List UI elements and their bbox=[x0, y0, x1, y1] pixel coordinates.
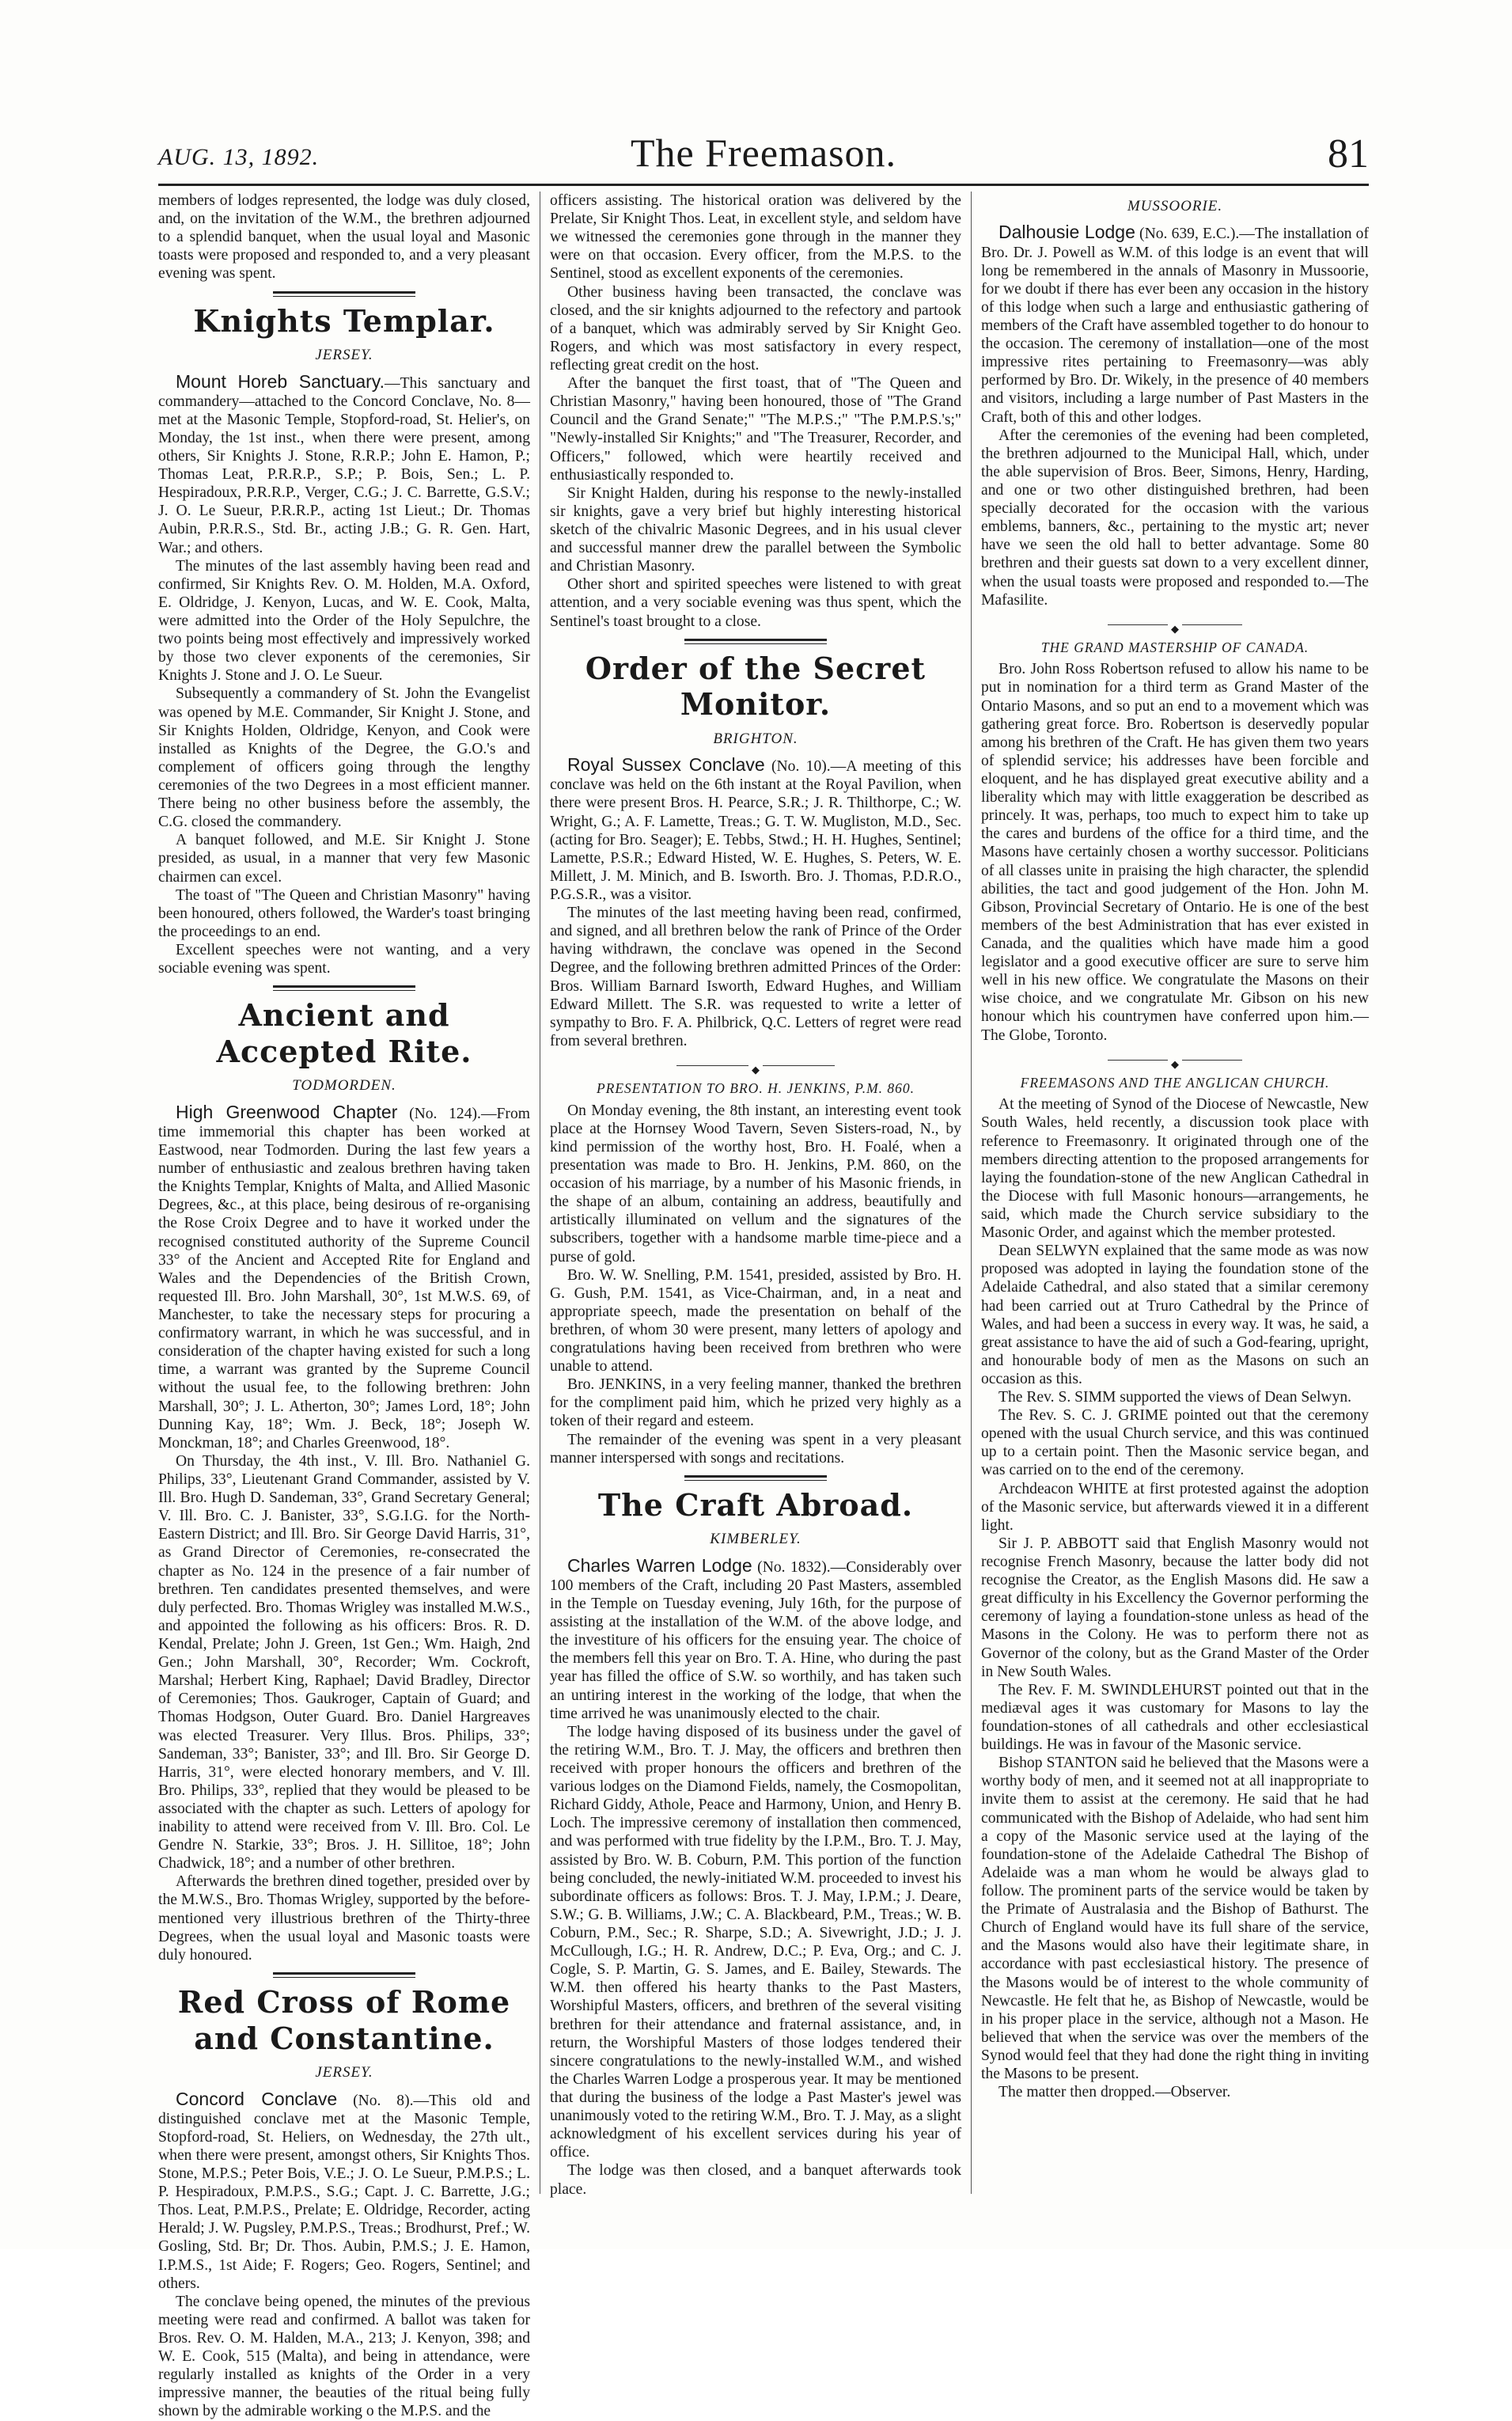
article-paragraph: The Rev. F. M. SWINDLEHURST pointed out that in the mediæval ages it was customary for Masons to lay the foundation-stones of all cathedrals and other ecclesiastical buildings. He was in favour of the Masonic service. bbox=[981, 1681, 1369, 1754]
divider: ◆ bbox=[981, 619, 1369, 630]
article-paragraph: On Thursday, the 4th inst., V. Ill. Bro. Nathaniel G. Philips, 33°, Lieutenant Grand Commander, assisted by V. Ill. Bro. Hugh D. Sandeman, 33°, Grand Secretary General; V. Ill. Bro. C. J. Banister, 33°, S.G.I.G. for the North-Eastern District; and Ill. Bro. Sir George David Harris, 31°, as Grand Director of Ceremonies, re-consecrated the chapter as No. 124 in the presence of a fair number of brethren. Ten candidates presented themselves, and were duly perfected. Bro. Thomas Wrigley was installed M.W.S., and appointed the following as his officers: Bros. R. D. Kendal, Prelate; John J. Green, 1st Gen.; Wm. Haigh, 2nd Gen.; John Marshall, 30°, Recorder; Wm. Cockroft, Marshal; Herbert King, Raphael; David Bradley, Director of Ceremonies; Thos. Gaukroger, Captain of Guard; and Thomas Hodgson, Outer Guard. Bro. Daniel Hargreaves was elected Treasurer. Very Illus. Bros. Philips, 33°; Sandeman, 33°; Banister, 33°; and Ill. Bro. Sir George D. Harris, 31°, were elected honorary members, and V. Ill. Bro. Philips, 33°, replied that they would be pleased to be associated with the chapter as such. Letters of apology for inability to attend were received from V. Ill. Bro. Col. Le Gendre N. Starkie, 33°; Bros. J. H. Sillitoe, 18°; John Chadwick, 18°; and a number of other brethren. bbox=[158, 1452, 530, 1873]
section-rule bbox=[273, 291, 415, 297]
lodge-heading: Dalhousie Lodge bbox=[999, 222, 1135, 243]
article-paragraph: The lodge was then closed, and a banquet afterwards took place. bbox=[550, 2162, 961, 2198]
article-continuation: members of lodges represented, the lodge was duly closed, and, on the invitation of the W.M., the brethren adjourned to a splendid banquet, when the usual loyal and Masonic toasts were proposed and responded to, and a very pleasant evening was spent. bbox=[158, 192, 530, 283]
article-paragraph: Archdeacon WHITE at first protested against the adoption of the Masonic service, but afterwards viewed it in a different light. bbox=[981, 1480, 1369, 1534]
column-1 bbox=[158, 192, 530, 2420]
article-paragraph: The minutes of the last assembly having been read and confirmed, Sir Knights Rev. O. M. Holden, M.A. Oxford, E. Oldridge, J. Kenyon, Lucas, and W. E. Cook, Malta, were admitted into the Order of the Holy Sepulchre, the two points being most effectively and impressively worked by those two clever exponents of the ceremonies, Sir Knights J. Stone and J. O. Le Sueur. bbox=[158, 557, 530, 685]
article-paragraph: Bro. W. W. Snelling, P.M. 1541, presided, assisted by Bro. H. G. Gush, P.M. 1541, as Vice-Chairman, and, in a neat and appropriate speech, made the presentation on behalf of the brethren, of whom 30 were present, many letters of apology and congratulations having been received from brethren who were unable to attend. bbox=[550, 1266, 961, 1376]
article-paragraph: Afterwards the brethren dined together, presided over by the M.W.S., Bro. Thomas Wrigley, supported by the before-mentioned very illustrious brethren of the Thirty-three Degrees, when the usual loyal and Masonic toasts were duly honoured. bbox=[158, 1873, 530, 1964]
section-title-ancient-accepted-rite: Ancient and Accepted Rite. bbox=[216, 997, 472, 1069]
article-paragraph: Bro. John Ross Robertson refused to allow his name to be put in nomination for a third term as Grand Master of the Ontario Masons, and so put an end to a movement which was gathering great force. Bro. Robertson is deservedly popular among his brethren of the Craft. He has given them two years of splendid service; his addresses have been forcible and eloquent, and he has displayed great executive ability and a liberality which may with little exaggeration be described as princely. It was, perhaps, too much to expect him to take up the cares and burdens of the office for a third time, and the Masons have certainly chosen a worthy successor. Politicians of all classes unite in praising the high character, the splendid abilities, the tact and good judgement of the Hon. John M. Gibson, Provincial Secretary of Ontario. He is one of the best members of the best Administration that has ever existed in Canada, and the qualities which have made him a good legislator and a good executive officer are sure to serve him well in his new office. We congratulate the Masons on their wise choice, and we congratulate Mr. Gibson on his new honour which his countrymen have conferred upon him.—The Globe, Toronto. bbox=[981, 661, 1369, 1044]
conclave-heading: Concord Conclave bbox=[176, 2088, 338, 2109]
article-paragraph: Other short and spirited speeches were listened to with great attention, and a very sociable evening was thus spent, which the Sentinel's toast brought to a close. bbox=[550, 576, 961, 630]
lodge-heading: Charles Warren Lodge bbox=[567, 1554, 752, 1576]
article-paragraph: After the ceremonies of the evening had been completed, the brethren adjourned to the Municipal Hall, which, under the able supervision of Bros. Beer, Simons, Henry, Harding, and one or two other distinguished brethren, had been specially decorated for the occasion with the various emblems, banners, &c., pertaining to the mystic art; never have we seen the old hall to better advantage. Some 80 brethren and their guests sat down to a very excellent dinner, when the usual toasts were proposed and responded to.—The Mafasilite. bbox=[981, 427, 1369, 609]
section-rule bbox=[273, 985, 415, 991]
article-paragraph: Charles Warren Lodge (No. 1832).—Considerably over 100 members of the Craft, including 20 Past Masters, assembled in the Temple on Tuesday evening, July 16th, for the purpose of assisting at the installation of the W.M. of the above lodge, and the investiture of his officers for the ensuing year. The choice of the members fell this year on Bro. T. A. Hine, who during the past year has filled the office of S.W. so worthily, and has taken such an untiring interest in the working of the lodge, that when the time arrived he was unanimously elected to the chair. bbox=[550, 1554, 961, 1722]
subhead-grand-mastership: THE GRAND MASTERSHIP OF CANADA. bbox=[1040, 639, 1309, 655]
dateline-jersey: JERSEY. bbox=[315, 347, 373, 364]
section-title-craft-abroad: The Craft Abroad. bbox=[597, 1486, 914, 1523]
column-3 bbox=[981, 192, 1369, 2202]
masthead bbox=[158, 127, 1369, 177]
lodge-heading: Mount Horeb Sanctuary. bbox=[176, 370, 385, 392]
article-paragraph: At the meeting of Synod of the Diocese of Newcastle, New South Wales, held recently, a discussion took place with reference to Freemasonry. It originated through one of the members directing attention to the proposed arrangements for laying the foundation-stone of the new Anglican Cathedral in the Diocese with full Masonic honours—arrangements, he said, which made the Church service subsidiary to the Masonic Order, and against which the member protested. bbox=[981, 1096, 1369, 1242]
subhead-anglican-church: FREEMASONS AND THE ANGLICAN CHURCH. bbox=[1020, 1074, 1330, 1091]
article-paragraph: The Rev. S. SIMM supported the views of Dean Selwyn. bbox=[999, 1389, 1352, 1406]
article-paragraph: Dean SELWYN explained that the same mode as was now proposed was adopted in laying the foundation stone of the Adelaide Cathedral, and also stated that a similar ceremony had been carried out at Truro Cathedral by the Prince of Wales, and had been a success in every way. It was, he said, a great assistance to have the aid of such a God-fearing, upright, and honourable body of men as the Masons on such an occasion as this. bbox=[981, 1243, 1369, 1387]
article-paragraph: Excellent speeches were not wanting, and a very sociable evening was spent. bbox=[158, 941, 530, 977]
article-paragraph: A banquet followed, and M.E. Sir Knight J. Stone presided, as usual, in a manner that very few Masonic chairmen can excel. bbox=[158, 832, 530, 886]
article-paragraph: Sir Knight Halden, during his response to the newly-installed sir knights, gave a very brief but highly interesting historical sketch of the chivalric Masonic Degrees, and in his usual clever and successful manner drew the parallel between the Symbolic and Christian Masonry. bbox=[550, 484, 961, 575]
article-paragraph: Concord Conclave (No. 8).—This old and distinguished conclave met at the Masonic Temple, Stopford-road, St. Heliers, on Wednesday, the 27th ult., when there were present, amongst others, Sir Knights Thos. Stone, M.P.S.; Peter Bois, V.E.; J. O. Le Sueur, P.M.P.S.; L. P. Hespiradoux, P.M.P.S., S.G.; Capt. J. C. Barrette, J.G.; Thos. Leat, P.M.P.S., Prelate; E. Oldridge, Recorder, acting Herald; J. W. Pugsley, P.M.P.S., Treas.; Brodhurst, Pref.; W. Gosling, Std. Br; Dr. Thos. Aubin, P.M.S.; J. E. Hamon, I.P.M.S., 1st Aide; F. Rogers; Geo. Rogers, Sentinel; and others. bbox=[158, 2088, 530, 2292]
article-paragraph: After the banquet the first toast, that of "The Queen and Christian Masonry," having been honoured, those of "The Grand Council and the Grand Senate;" "The M.P.S.;" "The P.M.P.S.'s;" "Newly-installed Sir Knights;" and "The Treasurer, Recorder, and Officers," followed, which were heartily received and enthusiastically responded to. bbox=[550, 375, 961, 484]
issue-date: AUG. 13, 1892. bbox=[158, 144, 320, 170]
article-paragraph: Bishop STANTON said he believed that the Masons were a worthy body of men, and it seemed not at all inappropriate to invite them to assist at the ceremony. He said that he had communicated with the Bishop of Adelaide, who had sent him a copy of the Masonic service used at the laying of the foundation-stone of the Adelaide Cathedral The Bishop of Adelaide was a man whom he would be always glad to follow. The prominent parts of the service would be taken by the Primate of Australasia and the Bishop of Bathurst. The Church of England would have its full share of the service, and the Masons would also have their legitimate share, in accordance with past ecclesiastical history. The presence of the Masons would be of interest to the whole community of Newcastle. He felt that he, as Bishop of Newcastle, would be in his proper place in the service, although not a Mason. He believed that when the service was over the members of the Synod would feel that they had done the right thing in inviting the Masons to be present. bbox=[981, 1755, 1369, 2083]
section-title-knights-templar: Knights Templar. bbox=[193, 302, 495, 339]
article-paragraph: The remainder of the evening was spent in a very pleasant manner interspersed with songs and recitations. bbox=[550, 1431, 961, 1467]
dateline-todmorden: TODMORDEN. bbox=[292, 1077, 396, 1095]
article-paragraph: The Rev. S. C. J. GRIME pointed out that the ceremony opened with the usual Church service, and this was continued up to a certain point. Then the Masonic service began, and was carried on to the end of the ceremony. bbox=[981, 1407, 1369, 1479]
article-paragraph: The conclave being opened, the minutes of the previous meeting were read and confirmed. A ballot was taken for Bros. Rev. O. M. Halden, M.A., 213; J. Kenyon, 398; and W. E. Cook, 515 (Malta), and being in attendance, were regularly installed as knights of the Order in a very impressive manner, the beauties of the ritual being fully shown by the admirable working o the M.P.S. and the bbox=[158, 2293, 530, 2420]
publication-title: The Freemason. bbox=[630, 131, 897, 175]
divider: ◆ bbox=[981, 1054, 1369, 1065]
article-paragraph: Bro. JENKINS, in a very feeling manner, thanked the brethren for the compliment paid him, which he prized very highly as a token of their regard and esteem. bbox=[550, 1376, 961, 1430]
section-title-secret-monitor: Order of the Secret Monitor. bbox=[585, 650, 927, 723]
page-number: 81 bbox=[1328, 131, 1369, 176]
subhead-presentation: PRESENTATION TO BRO. H. JENKINS, P.M. 860. bbox=[596, 1080, 915, 1096]
section-rule bbox=[684, 639, 827, 644]
article-paragraph: The toast of "The Queen and Christian Masonry" having been honoured, others followed, the Warder's toast bringing the proceedings to an end. bbox=[158, 886, 530, 940]
article-paragraph: Mount Horeb Sanctuary.—This sanctuary and commandery—attached to the Concord Conclave, No. 8—met at the Masonic Temple, Stopford-road, St. Helier's, on Monday, the 1st inst., when there were present, among others, Sir Knights J. Stone, R.R.P.; John E. Hamon, P.; Thomas Leat, P.R.R.P., S.P.; P. Bois, Sen.; L. P. Hespiradoux, P.R.R.P., Verger, C.G.; J. C. Barrette, G.S.V.; J. O. Le Sueur, P.R.R.P., acting 1st Lieut.; Dr. Thomas Aubin, P.R.R.S., Std. Br., acting J.B.; G. R. Gen. Hart, War.; and others. bbox=[158, 370, 530, 556]
article-continuation: officers assisting. The historical oration was delivered by the Prelate, Sir Knight Thos. Leat, in excellent style, and seldom have we witnessed the ceremonies gone through in the manner they were on that occasion. Every officer, from the M.P.S. to the Sentinel, stood as excellent exponents of the ceremonies. bbox=[550, 192, 961, 283]
dateline-kimberley: KIMBERLEY. bbox=[710, 1531, 801, 1548]
column-2 bbox=[550, 192, 961, 2202]
section-rule bbox=[273, 1972, 415, 1978]
dateline-mussoorie: MUSSOORIE. bbox=[1127, 198, 1223, 214]
article-paragraph: On Monday evening, the 8th instant, an interesting event took place at the Hornsey Wood Tavern, Seven Sisters-road, N., by kind permission of the worthy host, Bro. H. Foalé, when a presentation was made to Bro. H. Jenkins, P.M. 860, on the occasion of his marriage, by a number of his Masonic friends, in the shape of an album, containing an address, beautifully and artistically illuminated on vellum and the signatures of the subscribers, together with a handsome marble time-piece and a purse of gold. bbox=[550, 1102, 961, 1266]
article-paragraph: Dalhousie Lodge (No. 639, E.C.).—The installation of Bro. Dr. J. Powell as W.M. of this lodge is an event that will long be remembered in the annals of Masonry in Mussoorie, for we doubt if there has ever been any occasion in the history of this lodge when such a large and enthusiastic gathering of members of the Craft have assembled together to do honour to the occasion. The ceremony of installation—one of the most impressive rites pertaining to Freemasonry—was ably performed by Bro. Dr. Wikely, in the presence of 40 members and visitors, including a large number of Past Masters in the Craft, both of this and other lodges. bbox=[981, 222, 1370, 426]
dateline-brighton: BRIGHTON. bbox=[713, 730, 798, 747]
divider: ◆ bbox=[550, 1060, 961, 1071]
article-paragraph: Subsequently a commandery of St. John the Evangelist was opened by M.E. Commander, Sir Knight J. Stone, and Sir Knights Holden, Oldridge, Kenyon, and Cook were installed as Knights of the Degree, the G.O.'s and complement of officers going through the lengthy ceremonies of the two Degrees in a most efficient manner. There being no other business before the assembly, the C.G. closed the commandery. bbox=[158, 685, 530, 831]
dateline-jersey: JERSEY. bbox=[315, 2064, 373, 2081]
chapter-heading: High Greenwood Chapter bbox=[176, 1101, 398, 1122]
conclave-heading: Royal Sussex Conclave bbox=[567, 754, 765, 776]
article-paragraph: Sir J. P. ABBOTT said that English Masonry would not recognise French Masonry, because the latter body did not recognise the Creator, as the English Masons did. He saw a great difficulty in his Excellency the Governor performing the ceremony of laying a foundation-stone unless as head of the Masons in the Colony. He was to perform there not as Governor of the colony, but as the Grand Master of the Order in New South Wales. bbox=[981, 1535, 1369, 1680]
article-paragraph: The matter then dropped.—Observer. bbox=[999, 2084, 1231, 2101]
article-paragraph: Other business having been transacted, the conclave was closed, and the sir knights adjourned to the refectory and partook of a banquet, which was admirably served by Sir Knight Geo. Rogers, and which was most satisfactory in every respect, reflecting great credit on the host. bbox=[550, 283, 961, 374]
column-divider-2 bbox=[971, 192, 972, 2194]
article-paragraph: The lodge having disposed of its business under the gavel of the retiring W.M., Bro. T. J. May, the officers and brethren then received with proper honours the officers and brethren of the various lodges on the Diamond Fields, namely, the Cosmopolitan, Richard Giddy, Athole, Peace and Harmony, Union, and Henry B. Loch. The impressive ceremony of installation then commenced, and was performed with true fidelity by the I.P.M., Bro. T. J. May, assisted by Bro. W. B. Coburn, P.M. This portion of the function being concluded, the newly-initiated W.M. proceeded to invest his subordinate officers as follows: Bros. T. J. May, I.P.M.; J. Deare, S.W.; G. B. Williams, J.W.; C. A. Blackbeard, P.M., Treas.; W. B. Coburn, P.M., Sec.; R. Sharpe, S.D.; A. Sivewright, J.D.; J. J. McCullough, I.G.; H. R. Andrew, D.C.; P. Eva, Org.; and C. J. Cogle, S. P. Martin, G. S. James, and E. Bailey, Stewards. The W.M. then offered his hearty thanks to the Past Masters, Worshipful Masters, officers, and brethren of the several visiting brethren for their attendance and fraternal assistance, and, in return, the Worshipful Masters of those lodges tendered their sincere congratulations to the newly-installed W.M., and wished the Charles Warren Lodge a prosperous year. It may be mentioned that during the business of the lodge a Past Master's jewel was unanimously voted to the retiring W.M., Bro. T. J. May, as a slight acknowledgment of his excellent services during his year of office. bbox=[550, 1723, 961, 2161]
masthead-rule bbox=[158, 184, 1369, 186]
article-paragraph: Royal Sussex Conclave (No. 10).—A meeting of this conclave was held on the 6th instant at the Royal Pavilion, when there were present Bros. H. Pearce, S.R.; J. R. Thilthorpe, C.; W. Wright, G.; A. F. Lamette, Treas.; G. T. W. Mugliston, M.D., Sec. (acting for Bro. Seager); E. Tebbs, Stwd.; H. H. Hughes, Sentinel; Lamette, P.S.R.; Edward Histed, W. E. Hughes, S. Peters, W. E. Millett, J. M. Minich, and B. Isworth. Bro. J. Thomas, P.D.R.O., P.G.S.R., was a visitor. bbox=[550, 754, 961, 903]
article-paragraph: High Greenwood Chapter (No. 124).—From time immemorial this chapter has been worked at Eastwood, near Todmorden. During the last few years a number of enthusiastic and zealous brethren having taken the Knights Templar, Knights of Malta, and Allied Masonic Degrees, &c., at this place, being desirous of re-organising the Rose Croix Degree and to have it worked under the recognised constituted authority of the Supreme Council 33° of the Ancient and Accepted Rite for England and Wales and the Dependencies of the British Crown, requested Ill. Bro. John Marshall, 30°, 1st M.W.S. 69, of Manchester, to take the necessary steps for procuring a confirmatory warrant, in which he was successful, and in consideration of the chapter having existed for such a long time, a warrant was granted by the Supreme Council without the usual fee, to the following brethren: John Marshall, 30°; J. L. Atherton, 30°; James Lord, 18°; John Dunning Kay, 18°; Wm. J. Beck, 18°; Joseph W. Monckman, 18°; and Charles Greenwood, 18°. bbox=[158, 1101, 530, 1451]
section-rule bbox=[684, 1475, 827, 1481]
section-title-red-cross: Red Cross of Rome and Constantine. bbox=[177, 1983, 511, 2056]
article-paragraph: The minutes of the last meeting having been read, confirmed, and signed, and all brethren below the rank of Prince of the Order having withdrawn, the conclave was opened in the Second Degree, and the following brethren admitted Princes of the Order: Bros. William Barnard Isworth, Edward Hughes, and William Edward Millett. The S.R. was requested to write a letter of sympathy to Bro. F. A. Philbrick, Q.C. Letters of regret were read from several brethren. bbox=[550, 905, 961, 1049]
